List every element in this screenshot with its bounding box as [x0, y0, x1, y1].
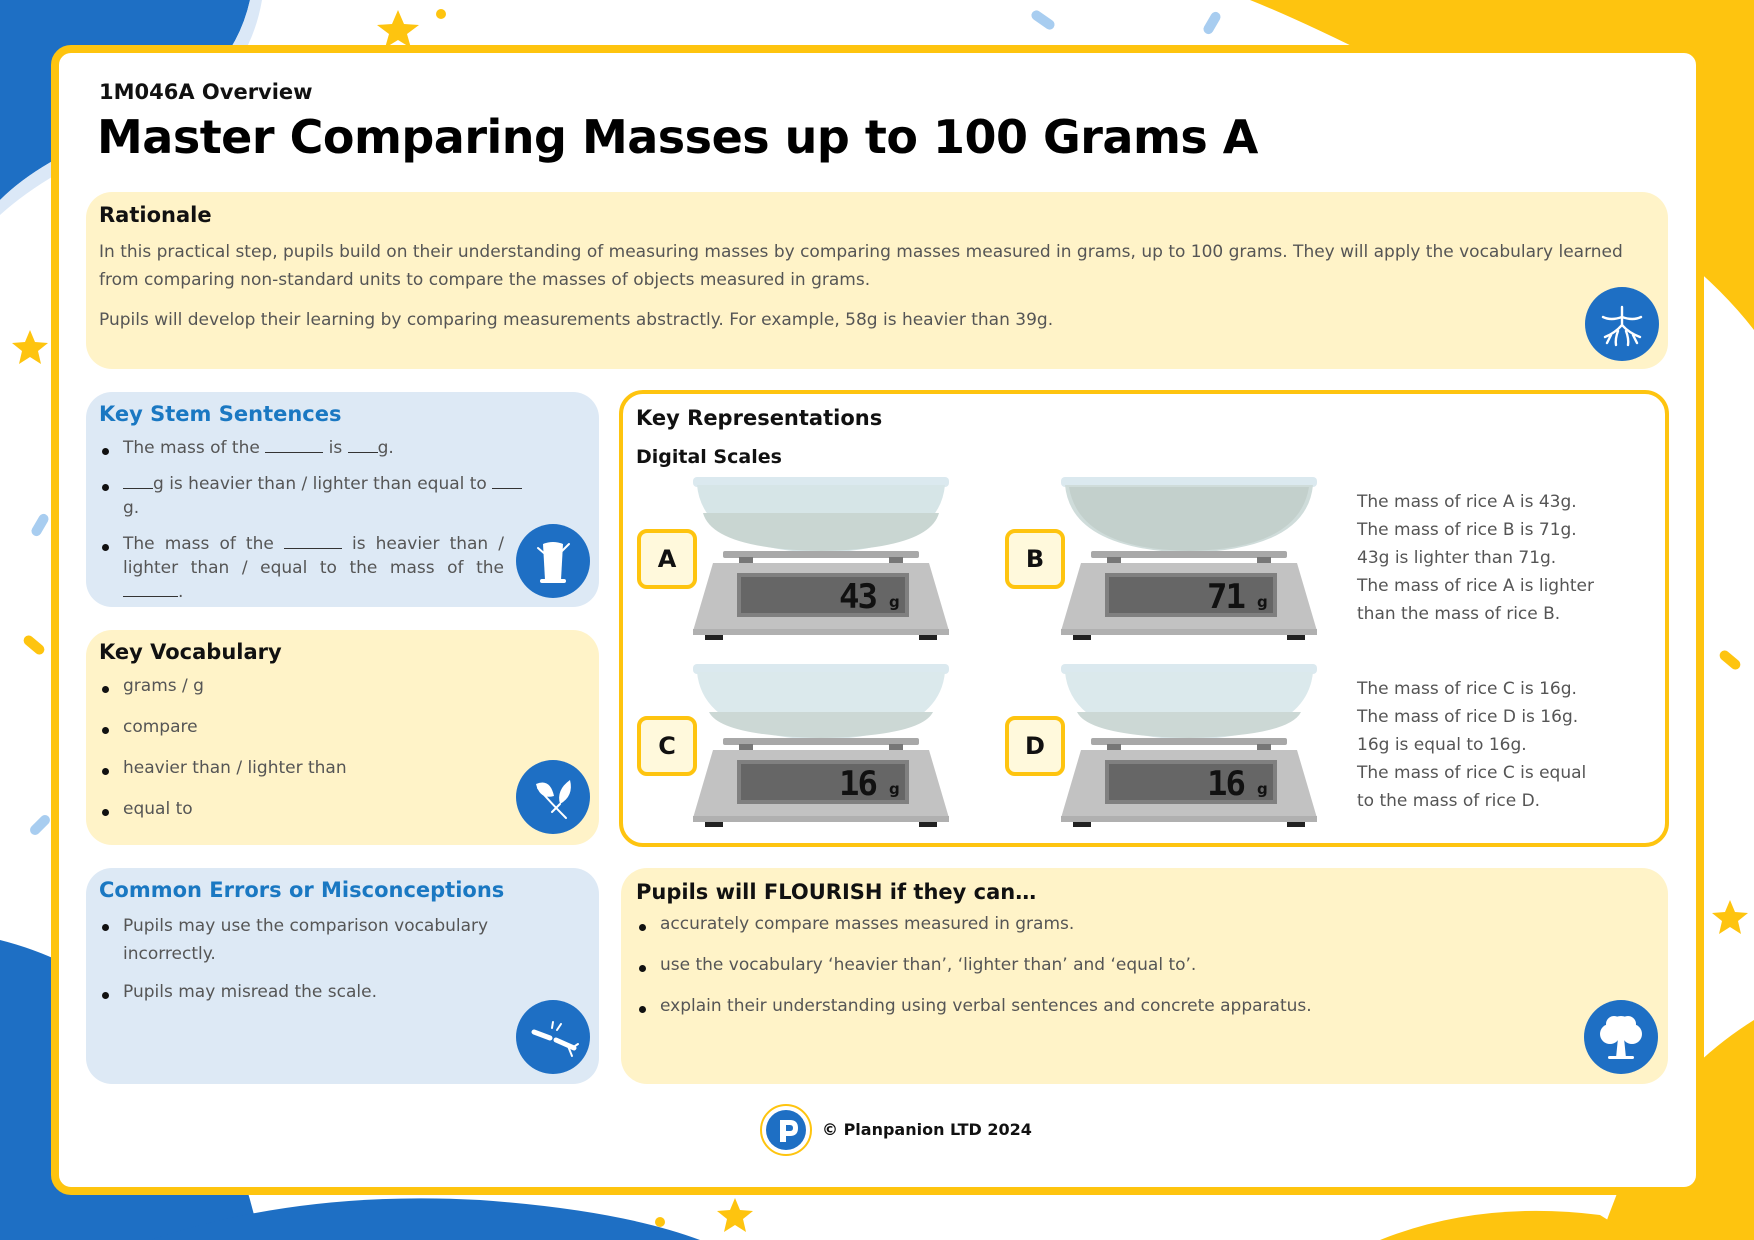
- flourish-panel: [621, 868, 1668, 1084]
- comparison-line: to the mass of rice D.: [1357, 791, 1541, 811]
- digital-scale-b: [1061, 477, 1323, 647]
- representations-title: Key Representations: [636, 406, 883, 430]
- blank-line: [284, 548, 342, 549]
- page-title: Master Comparing Masses up to 100 Grams A: [97, 110, 1258, 164]
- vocabulary-item: grams / g: [99, 674, 479, 698]
- scale-reading: 71: [1207, 577, 1244, 617]
- flourish-item: explain their understanding using verbal sentences and concrete apparatus.: [636, 994, 1536, 1018]
- lesson-code: 1M046A Overview: [99, 80, 313, 104]
- comparison-line: The mass of rice B is 71g.: [1357, 520, 1577, 540]
- stem-sentence-text: .: [178, 582, 184, 602]
- scale-drawing: [1061, 664, 1323, 834]
- digital-scale-d: [1061, 664, 1323, 834]
- scale-label-a: A: [637, 529, 697, 589]
- comparison-text-ab: [1357, 488, 1657, 628]
- scale-reading: 16: [1207, 764, 1244, 804]
- stem-sentences-panel: [86, 392, 599, 607]
- blank-line: [492, 488, 522, 489]
- stem-sentence-text: The mass of the: [123, 438, 260, 458]
- comparison-line: 16g is equal to 16g.: [1357, 735, 1527, 755]
- comparison-line: The mass of rice D is 16g.: [1357, 707, 1579, 727]
- vocabulary-item: compare: [99, 715, 479, 739]
- tree-trunk-icon: [516, 524, 590, 598]
- rationale-paragraph-2: Pupils will develop their learning by comparing measurements abstractly. For example, 58g is heavier than 39g.: [99, 310, 1054, 330]
- leaves-icon: [516, 760, 590, 834]
- rationale-title: Rationale: [99, 203, 212, 227]
- misconceptions-panel: [86, 868, 599, 1084]
- comparison-line: The mass of rice A is 43g.: [1357, 492, 1577, 512]
- representations-subtitle: Digital Scales: [636, 446, 782, 468]
- misconceptions-list: [99, 912, 499, 1004]
- scale-label-c: C: [637, 716, 697, 776]
- stem-sentence-text: is heavier than / lighter than / equal to the mass of the: [123, 534, 505, 578]
- comparison-text-cd: [1357, 675, 1657, 815]
- blank-line: [348, 452, 378, 453]
- scale-reading: 43: [839, 577, 876, 617]
- scale-reading: 16: [839, 764, 876, 804]
- planpanion-logo: [760, 1104, 812, 1156]
- copyright-text: © Planpanion LTD 2024: [822, 1120, 1032, 1139]
- vocabulary-list: [99, 674, 479, 821]
- stem-sentence-1: [99, 436, 529, 460]
- scale-drawing: [693, 477, 955, 647]
- scale-label-b: B: [1005, 529, 1065, 589]
- comparison-line: 43g is lighter than 71g.: [1357, 548, 1557, 568]
- roots-icon: [1585, 287, 1659, 361]
- vocabulary-item: equal to: [99, 797, 479, 821]
- stem-sentence-text: The mass of the: [123, 534, 274, 554]
- stem-sentences-title: Key Stem Sentences: [99, 402, 342, 426]
- misconception-item: Pupils may use the comparison vocabulary incorrectly.: [99, 912, 499, 968]
- stem-sentence-text: g.: [123, 498, 140, 518]
- vocabulary-item: heavier than / lighter than: [99, 756, 479, 780]
- digital-scale-a: [693, 477, 955, 647]
- rationale-panel: [86, 192, 1668, 369]
- digital-scale-c: [693, 664, 955, 834]
- scale-unit: g: [889, 780, 900, 798]
- stem-sentence-2: [99, 472, 529, 520]
- comparison-line: The mass of rice A is lighter: [1357, 576, 1594, 596]
- comparison-line: The mass of rice C is 16g.: [1357, 679, 1577, 699]
- stem-sentence-text: g is heavier than / lighter than equal to: [153, 474, 487, 494]
- scale-label-d: D: [1005, 716, 1065, 776]
- vocabulary-panel: [86, 630, 599, 845]
- scale-drawing: [1061, 477, 1323, 647]
- blank-line: [123, 596, 178, 597]
- scale-unit: g: [1257, 780, 1268, 798]
- misconception-item: Pupils may misread the scale.: [99, 980, 499, 1004]
- blank-line: [265, 452, 323, 453]
- scale-unit: g: [1257, 593, 1268, 611]
- broken-branch-icon: [516, 1000, 590, 1074]
- stem-sentence-text: g.: [377, 438, 394, 458]
- stem-sentence-3: [99, 532, 504, 604]
- scale-unit: g: [889, 593, 900, 611]
- tree-icon: [1584, 1000, 1658, 1074]
- blank-line: [123, 488, 153, 489]
- misconceptions-title: Common Errors or Misconceptions: [99, 878, 505, 902]
- vocabulary-title: Key Vocabulary: [99, 640, 282, 664]
- stem-sentences-list: [99, 436, 529, 604]
- flourish-list: [636, 912, 1536, 1018]
- scale-drawing: [693, 664, 955, 834]
- flourish-item: use the vocabulary ‘heavier than’, ‘lighter than’ and ‘equal to’.: [636, 953, 1536, 977]
- comparison-line: The mass of rice C is equal: [1357, 763, 1587, 783]
- rationale-paragraph-1: In this practical step, pupils build on their understanding of measuring masses by comparing masses measured in grams, up to 100 grams. They will apply the vocabulary learned from comparing non-standard units to compare the masses of objects measured in grams.: [99, 242, 1623, 290]
- key-representations-panel: [619, 390, 1669, 847]
- comparison-line: than the mass of rice B.: [1357, 604, 1561, 624]
- flourish-title: Pupils will FLOURISH if they can…: [636, 880, 1037, 904]
- flourish-item: accurately compare masses measured in grams.: [636, 912, 1536, 936]
- stem-sentence-text: is: [328, 438, 343, 458]
